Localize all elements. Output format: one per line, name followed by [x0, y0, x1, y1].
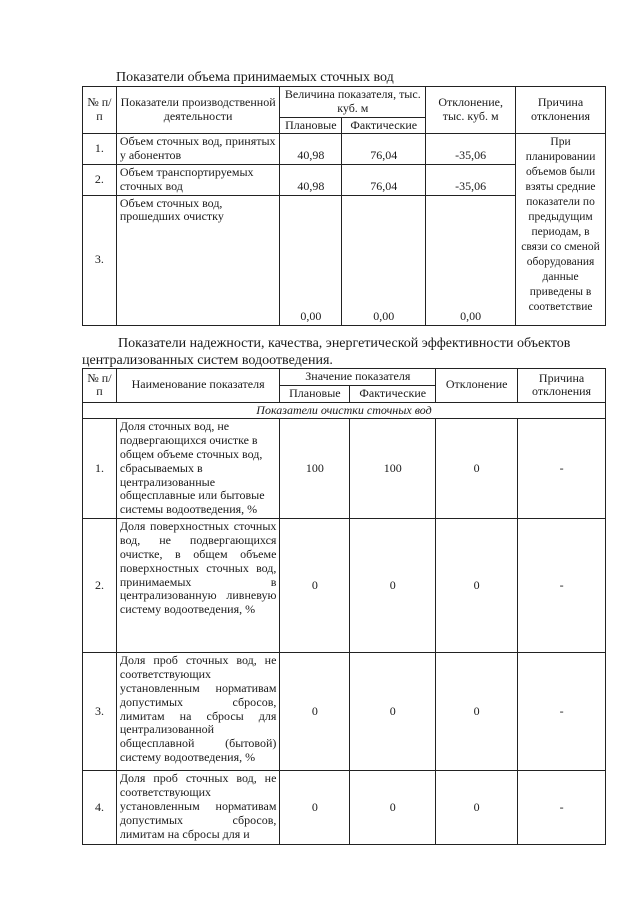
row-name: Доля сточных вод, не подвергающихся очистке в общем объеме сточных вод, сбрасываемых в централизованные общесплавные или бытовые системы водоотведения, %	[116, 419, 280, 519]
row-name: Объем транспортируемых сточных вод	[116, 164, 280, 195]
row-reason: -	[518, 771, 606, 845]
row-deviation: 0	[436, 519, 518, 653]
row-planned: 0,00	[280, 195, 342, 325]
section-heading: Показатели очистки сточных вод	[83, 402, 606, 419]
row-num: 2.	[83, 519, 117, 653]
row-actual: 100	[350, 419, 436, 519]
row-reason: -	[518, 519, 606, 653]
table-row	[83, 519, 606, 653]
table-row	[83, 419, 606, 519]
header-value-group: Величина показателя, тыс. куб. м	[280, 87, 426, 118]
table-row	[83, 653, 606, 771]
header-planned: Плановые	[280, 385, 350, 402]
row-reason: -	[518, 653, 606, 771]
row-deviation: -35,06	[426, 134, 516, 165]
row-planned: 0	[280, 771, 350, 845]
header-name: Наименование показателя	[116, 369, 280, 403]
row-actual: 76,04	[342, 134, 426, 165]
row-actual: 0	[350, 771, 436, 845]
row-actual: 0,00	[342, 195, 426, 325]
row-num: 1.	[83, 419, 117, 519]
row-num: 3.	[83, 195, 117, 325]
header-num: № п/п	[83, 369, 117, 403]
header-reason: Причина отклонения	[516, 87, 606, 134]
deviation-reason: При планировании объемов были взяты средние показатели по предыдущим периодам, в связи со сменой оборудования данные приведены в соответствие	[516, 134, 606, 325]
row-name: Доля поверхностных сточных вод, не подвергающихся очистке, в общем объеме поверхностных сточных вод, принимаемых в централизованную ливневую систему водоотведения, %	[116, 519, 280, 653]
row-planned: 40,98	[280, 164, 342, 195]
header-actual: Фактические	[350, 385, 436, 402]
row-num: 2.	[83, 164, 117, 195]
wastewater-volume-table	[82, 86, 606, 326]
row-name: Доля проб сточных вод, не соответствующих установленным нормативам допустимых сбросов, лимитам на сбросы для централизованной общесплавной (бытовой) систему водоотведения, %	[116, 653, 280, 771]
quality-indicators-table	[82, 368, 606, 845]
row-actual: 76,04	[342, 164, 426, 195]
header-num: № п/п	[83, 87, 117, 134]
row-planned: 100	[280, 419, 350, 519]
header-deviation: Отклонение	[436, 369, 518, 403]
row-deviation: 0,00	[426, 195, 516, 325]
row-num: 1.	[83, 134, 117, 165]
table1-caption: Показатели объема принимаемых сточных вод	[116, 70, 394, 85]
row-name: Объем сточных вод, прошедших очистку	[116, 195, 280, 325]
row-deviation: -35,06	[426, 164, 516, 195]
row-planned: 0	[280, 653, 350, 771]
header-planned: Плановые	[280, 117, 342, 134]
row-reason: -	[518, 419, 606, 519]
row-planned: 40,98	[280, 134, 342, 165]
row-planned: 0	[280, 519, 350, 653]
row-deviation: 0	[436, 419, 518, 519]
row-num: 3.	[83, 653, 117, 771]
row-actual: 0	[350, 519, 436, 653]
row-deviation: 0	[436, 771, 518, 845]
table-row	[83, 134, 606, 165]
row-name: Доля проб сточных вод, не соответствующих установленным нормативам допустимых сбросов, лимитам на сбросы для и	[116, 771, 280, 845]
row-actual: 0	[350, 653, 436, 771]
header-actual: Фактические	[342, 117, 426, 134]
table2-caption: Показатели надежности, качества, энергетической эффективности объектов централизованных систем водоотведения.	[82, 336, 571, 368]
row-name: Объем сточных вод, принятых у абонентов	[116, 134, 280, 165]
row-deviation: 0	[436, 653, 518, 771]
table-row	[83, 771, 606, 845]
header-value-group: Значение показателя	[280, 369, 436, 386]
header-reason: Причина отклонения	[518, 369, 606, 403]
header-activity: Показатели производственной деятельности	[116, 87, 280, 134]
header-deviation: Отклонение, тыс. куб. м	[426, 87, 516, 134]
row-num: 4.	[83, 771, 117, 845]
